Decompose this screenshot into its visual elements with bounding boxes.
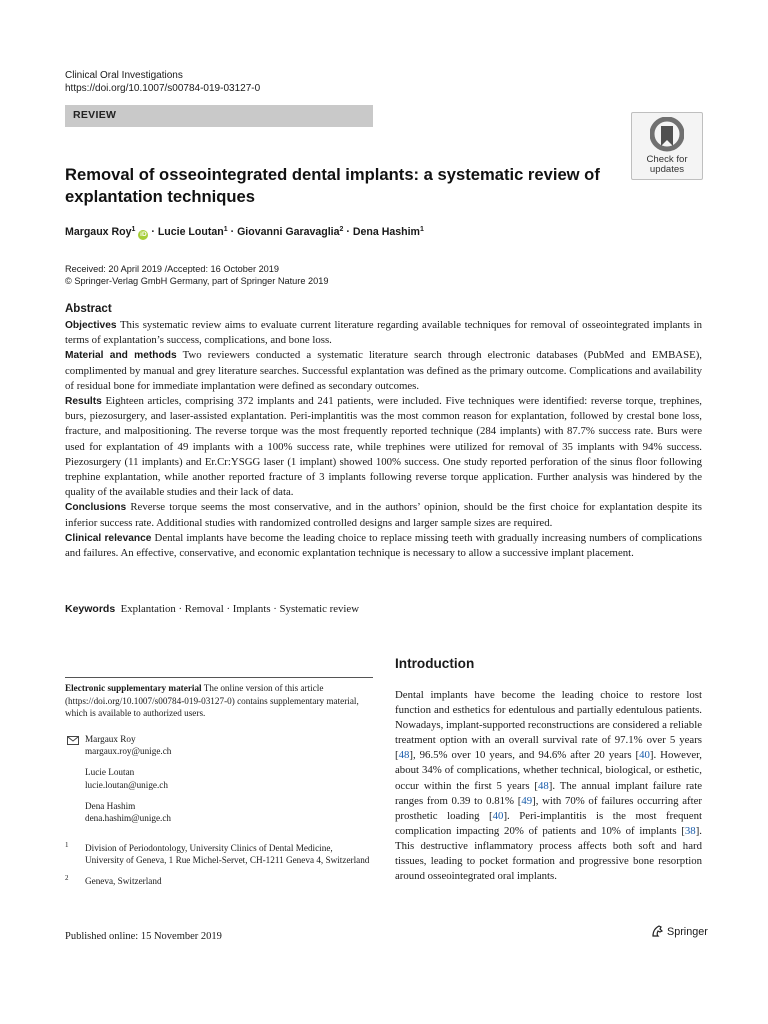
section-text: Reverse torque seems the most conservative, and in the authors’ opinion, should be the first choice for explantation despite its inferior success rate. Additional studies with randomized controlled designs and larger sample sizes are required.	[65, 501, 702, 529]
springer-horse-icon	[650, 924, 664, 938]
section-label: Material and methods	[65, 350, 177, 362]
keyword: Systematic review	[279, 603, 359, 615]
introduction-heading: Introduction	[395, 656, 475, 671]
intro-text: ]. Peri-implantitis is the most frequent complication impacting 20% of patients and 10% of implants [	[395, 809, 702, 837]
section-label: Results	[65, 396, 102, 408]
orcid-icon[interactable]: iD	[140, 231, 147, 238]
citation-link[interactable]: 40	[639, 749, 650, 762]
article-type-bar	[65, 105, 373, 127]
author-list: Margaux Roy$^1$ iD · Lucie Loutan$^1$ · Giovanni Garavaglia$^2$ · Dena Hashim$^1$	[65, 226, 424, 238]
contact-email[interactable]: dena.hashim@unige.ch	[85, 813, 172, 824]
contact-entry	[85, 733, 171, 757]
received-accepted: Received: 20 April 2019 /Accepted: 16 October 2019	[65, 264, 280, 274]
intro-text: ]. This destructive inflammatory process affects both soft and hard tissues, leading to pocket formation and progressive bone resorption around osseointegrated oral implants.	[395, 824, 702, 883]
check-for-updates-badge[interactable]	[631, 112, 703, 180]
esm-text: The online version of this article (https://doi.org/10.1007/s00784-019-03127-0) contains supplementary material, which is available to authorized users.	[65, 683, 359, 718]
author-name[interactable]: Dena Hashim	[352, 226, 420, 238]
author-name[interactable]: Lucie Loutan	[157, 226, 224, 238]
contact-name: Dena Hashim	[85, 800, 136, 811]
copyright-line: © Springer-Verlag GmbH Germany, part of Springer Nature 2019	[65, 276, 329, 286]
section-label: Objectives	[65, 320, 117, 331]
journal-header	[65, 69, 260, 95]
intro-text: ]. The annual implant failure rate ranges from 0.39 to 0.81% [	[395, 779, 702, 807]
author-affil-sup: 1	[131, 226, 136, 233]
abstract-section	[65, 531, 702, 561]
corresponding-contacts	[85, 733, 171, 833]
contact-name: Margaux Roy	[85, 734, 136, 744]
keyword: Removal	[184, 603, 224, 615]
publisher-logo	[650, 924, 708, 938]
contact-email[interactable]: margaux.roy@unige.ch	[85, 746, 172, 757]
introduction-body	[395, 688, 702, 884]
affiliation-text: Geneva, Switzerland	[85, 876, 162, 887]
journal-name: Clinical Oral Investigations	[65, 70, 183, 81]
abstract-section	[65, 348, 702, 394]
footnote-divider	[65, 677, 373, 678]
contact-entry	[85, 766, 171, 790]
intro-text: ]. However, about 34% of complications, whether technical, biological, or esthetic, occur within the first 5 years [	[395, 749, 703, 792]
intro-text: Dental implants have become the leading choice to restore lost function and esthetics for edentulous and partially edentulous patients. Nowadays, implant-supported reconstructions are considered a reliable treatment option with an overall survival rate of 97.1% over 5 years [	[395, 689, 702, 762]
abstract-section	[65, 500, 702, 530]
citation-link[interactable]: 49	[521, 794, 533, 807]
affiliation-number: 1	[65, 841, 69, 849]
author-name[interactable]: Giovanni Garavaglia	[237, 226, 340, 238]
author-affil-sup: 2	[339, 226, 344, 233]
author-name[interactable]: Margaux Roy	[65, 226, 132, 238]
affiliation-text: Division of Periodontology, University Clinics of Dental Medicine, University of Geneva, 1 Rue Michel-Servet, CH-1211 Geneva 4, Switzerland	[85, 843, 370, 866]
affiliation-number: 2	[65, 874, 69, 883]
esm-label: Electronic supplementary material	[65, 683, 202, 693]
keywords-label: Keywords	[65, 603, 116, 615]
citation-link[interactable]: 48	[398, 749, 410, 762]
keyword: Implants	[232, 603, 271, 615]
section-label: Conclusions	[65, 502, 127, 514]
publisher-name: Springer	[667, 926, 708, 938]
envelope-icon	[67, 736, 79, 745]
section-label: Clinical relevance	[65, 532, 152, 544]
author-affil-sup: 1	[419, 226, 424, 233]
supplementary-note	[65, 682, 373, 720]
doi-link[interactable]: https://doi.org/10.1007/s00784-019-03127-0	[65, 83, 261, 94]
contact-entry	[85, 800, 171, 824]
affiliations	[65, 842, 373, 897]
bookmark-icon	[650, 117, 684, 153]
keywords: Keywords Explantation · Removal · Implants · Systematic review	[65, 603, 359, 615]
affiliation-entry	[65, 842, 373, 866]
contact-name: Lucie Loutan	[85, 767, 135, 778]
abstract-section	[65, 318, 702, 348]
citation-link[interactable]: 48	[537, 779, 549, 792]
section-text: Two reviewers conducted a systematic literature search through electronic databases (PubMed and EMBASE), complimented by manual and grey literature searches. Successful explantation was defined as the primary outcome. Complications and availability of residual bone for immediate implantation were defined as secondary outcomes.	[65, 349, 702, 392]
article-dates	[65, 263, 328, 287]
affiliation-entry	[65, 875, 373, 887]
citation-link[interactable]: 40	[492, 809, 504, 822]
intro-text: ], with 70% of failures occurring after prosthetic loading [	[395, 794, 702, 822]
abstract-heading: Abstract	[65, 303, 112, 315]
section-text: Dental implants have become the leading choice to replace missing teeth with gradually increasing numbers of complications and failures. An effective, conservative, and economic explantation technique is necessary to allow a successive implant placement.	[65, 531, 702, 560]
keyword: Explantation	[120, 603, 176, 615]
contact-email[interactable]: lucie.loutan@unige.ch	[85, 779, 168, 790]
section-text: Eighteen articles, comprising 372 implants and 241 patients, were included. Five techniques were identified: reverse torque, trephines, burs, piezosurgery, and laser-assisted explantation. Peri-implantitis was the most common reason for explantation, followed by crestal bone loss, fracture, and malpositioning. The reverse torque was the most frequently reported technique (284 implants) with 87.7% success rate. Burs were used for explantation of 49 implants with a 100% success rate, while trephines were utilized for removal of 35 implants with 94% success. Piezosurgery (11 implants) and Er.Cr:YSGG laser (1 implant) showed 100% success. One study reported perforation of the sinus floor following trephine explantation, while another reported fracture of 3 implants following reverse torque application. Further analysis was hindered by the quality of the available studies and their lack of data.	[65, 395, 702, 499]
article-title: Removal of osseointegrated dental implants: a systematic review of explantation techniques	[65, 165, 600, 206]
published-date: Published online: 15 November 2019	[65, 931, 222, 942]
citation-link[interactable]: 38	[684, 824, 696, 837]
abstract-body	[65, 318, 702, 561]
author-affil-sup: 1	[223, 226, 228, 233]
badge-text: Check for updates	[646, 154, 688, 175]
article-type-label: REVIEW	[73, 109, 117, 121]
section-text: This systematic review aims to evaluate current literature regarding available techniques for removal of osseointegrated implants in terms of explantation’s success, complications, and bone loss.	[65, 319, 702, 347]
abstract-section	[65, 394, 702, 500]
intro-text: ], 96.5% over 10 years, and 94.6% after 20 years [	[409, 749, 640, 762]
